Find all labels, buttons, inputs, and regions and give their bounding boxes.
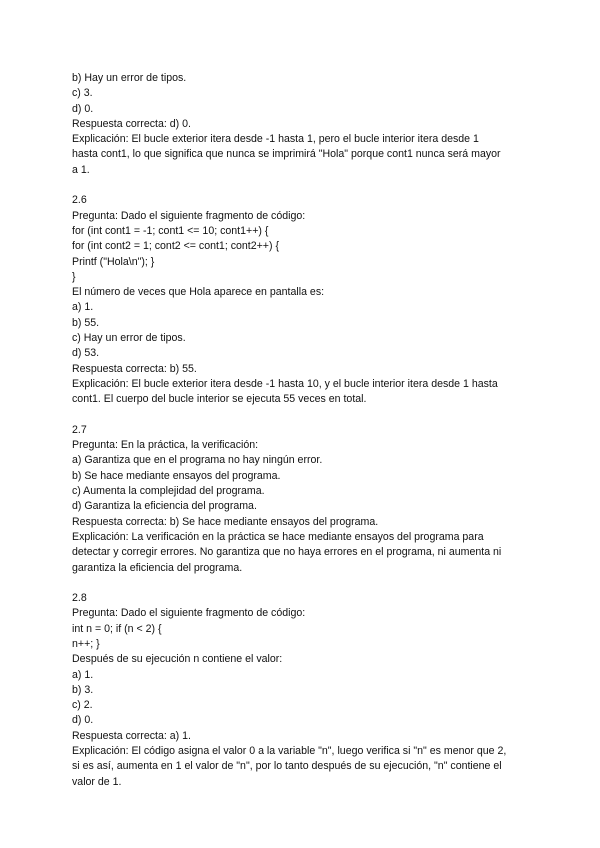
explanation-line: a 1. [72, 163, 90, 176]
option-d: d) 53. [72, 347, 100, 360]
explanation-line: detectar y corregir errores. No garantiza que no haya errores en el programa, ni aumenta ni [72, 546, 502, 559]
correct-answer: Respuesta correcta: a) 1. [72, 729, 191, 742]
code-line: for (int cont1 = -1; cont1 <= 10; cont1++) { [72, 224, 269, 237]
option-c: c) 2. [72, 699, 93, 712]
option-d: d) 0. [72, 102, 94, 115]
correct-answer: Respuesta correcta: b) 55. [72, 362, 197, 375]
option-c: c) Hay un error de tipos. [72, 332, 186, 345]
question-prompt: Pregunta: Dado el siguiente fragmento de código: [72, 209, 306, 222]
explanation-line: si es así, aumenta en 1 el valor de "n", por lo tanto después de su ejecución, "n" contiene el [72, 760, 502, 773]
option-b: b) 55. [72, 316, 100, 329]
explanation-line: garantiza la eficiencia del programa. [72, 561, 243, 574]
explanation-line: Explicación: El bucle exterior itera desde -1 hasta 1, pero el bucle interior itera desde 1 [72, 133, 479, 146]
question-number: 2.6 [72, 194, 87, 207]
question-prompt: Pregunta: Dado el siguiente fragmento de código: [72, 607, 306, 620]
explanation-line: Explicación: La verificación en la práctica se hace mediante ensayos del programa para [72, 530, 484, 543]
option-c: c) Aumenta la complejidad del programa. [72, 485, 265, 498]
correct-answer: Respuesta correcta: d) 0. [72, 117, 191, 130]
explanation-line: valor de 1. [72, 775, 122, 788]
code-line: } [72, 270, 76, 283]
code-line: Printf ("Hola\n"); } [72, 255, 155, 268]
option-d: d) 0. [72, 714, 94, 727]
option-b: b) Se hace mediante ensayos del programa. [72, 469, 281, 482]
explanation-line: hasta cont1, lo que significa que nunca se imprimirá "Hola" porque cont1 nunca será mayor [72, 148, 501, 161]
question-2-6 [72, 193, 542, 407]
question-statement: Después de su ejecución n contiene el valor: [72, 653, 283, 666]
explanation-line: Explicación: El código asigna el valor 0 a la variable "n", luego verifica si "n" es menor que 2, [72, 745, 507, 758]
option-a: a) Garantiza que en el programa no hay ningún error. [72, 454, 323, 467]
block-2-5-continuation [72, 71, 542, 178]
explanation-line: Explicación: El bucle exterior itera desde -1 hasta 10, y el bucle interior itera desde 1 hasta [72, 377, 498, 390]
question-2-8 [72, 591, 542, 790]
code-line: int n = 0; if (n < 2) { [72, 622, 162, 635]
correct-answer: Respuesta correcta: b) Se hace mediante ensayos del programa. [72, 515, 379, 528]
option-a: a) 1. [72, 301, 94, 314]
explanation-line: cont1. El cuerpo del bucle interior se ejecuta 55 veces en total. [72, 393, 367, 406]
question-number: 2.8 [72, 592, 87, 605]
option-c: c) 3. [72, 87, 93, 100]
option-a: a) 1. [72, 668, 94, 681]
question-statement: El número de veces que Hola aparece en pantalla es: [72, 286, 325, 299]
option-b: b) Hay un error de tipos. [72, 72, 187, 84]
question-prompt: Pregunta: En la práctica, la verificación: [72, 439, 259, 452]
code-line: n++; } [72, 637, 100, 650]
option-b: b) 3. [72, 683, 94, 696]
code-line: for (int cont2 = 1; cont2 <= cont1; cont2++) { [72, 240, 280, 253]
question-2-7 [72, 423, 542, 576]
document-page [72, 71, 542, 805]
question-number: 2.7 [72, 423, 87, 436]
option-d: d) Garantiza la eficiencia del programa. [72, 500, 257, 513]
